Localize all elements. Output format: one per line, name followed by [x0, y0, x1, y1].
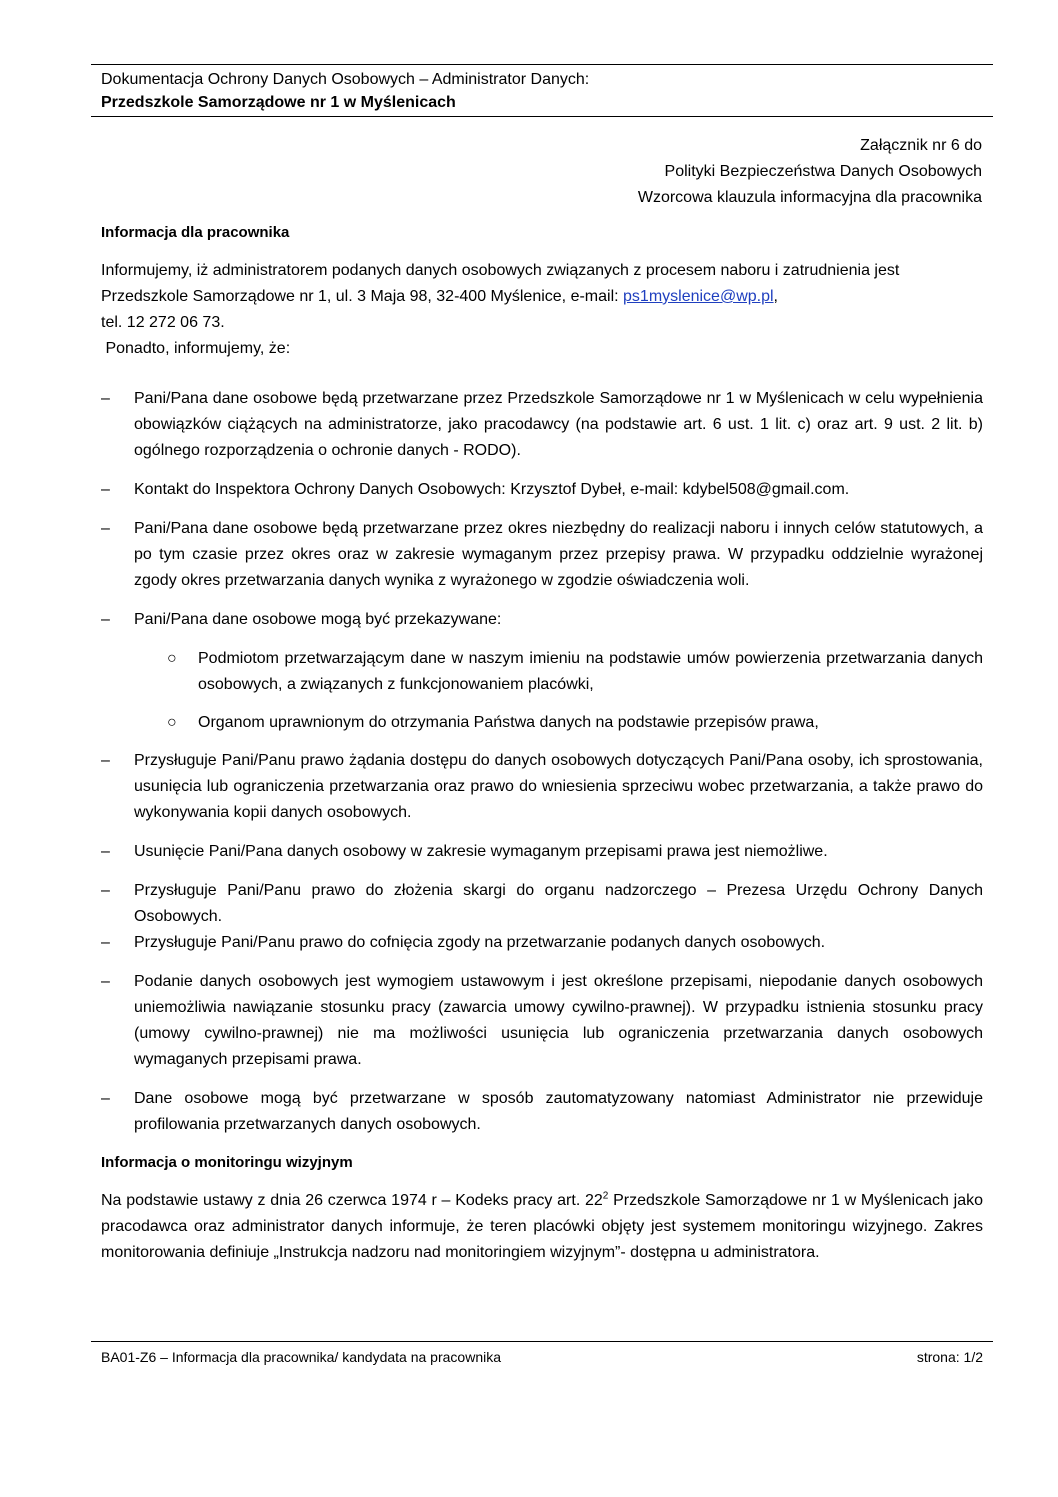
list-item-text: Przysługuje Pani/Panu prawo do cofnięcia zgody na przetwarzanie podanych danych osobowych. — [134, 934, 826, 951]
dash-marker: – — [101, 611, 110, 628]
list-item-text: Dane osobowe mogą być przetwarzane w sposób zautomatyzowany natomiast Administrator nie przewiduje profilowania przetwarzanych danych osobowych. — [134, 1090, 983, 1133]
header-organization: Przedszkole Samorządowe nr 1 w Myślenicach — [101, 94, 456, 111]
circle-bullet-icon: ○ — [167, 714, 177, 731]
document-header — [91, 64, 993, 117]
list-item — [101, 839, 983, 865]
circle-bullet-icon: ○ — [167, 650, 177, 667]
info-list — [101, 386, 983, 1151]
list-item-text: Podanie danych osobowych jest wymogiem ustawowym i jest określone przepisami, niepodanie danych osobowych uniemożliwia nawiązanie stosunku pracy (zawarcia umowy cywilno-prawnej). W przypadku istnienia stosunku pracy (umowy cywilno-prawnej) nie ma możliwości usunięcia lub ograniczenia przetwarzania danych osobowych wymaganych przepisami prawa. — [134, 973, 983, 1068]
dash-marker: – — [101, 481, 110, 498]
dash-marker: – — [101, 973, 110, 990]
list-item — [101, 516, 983, 594]
dash-marker: – — [101, 1090, 110, 1107]
dash-marker: – — [101, 843, 110, 860]
dash-marker: – — [101, 934, 110, 951]
header-title: Dokumentacja Ochrony Danych Osobowych – Administrator Danych: — [101, 71, 590, 88]
dash-marker: – — [101, 752, 110, 769]
moreover-label: Ponadto, informujemy, że: — [105, 340, 291, 357]
list-item-text: Przysługuje Pani/Panu prawo żądania dostępu do danych osobowych dotyczących Pani/Pana osoby, ich sprostowania, usunięcia lub ograniczenia przetwarzania oraz prawo do wniesienia sprzeciwu wobec przetwarzania, a także prawo do wykonywania kopii danych osobowych. — [134, 752, 983, 821]
intro-text-post: , — [773, 288, 778, 305]
footer-document-code: BA01-Z6 – Informacja dla pracownika/ kandydata na pracownika — [101, 1349, 501, 1365]
sublist-item-text: Podmiotom przetwarzającym dane w naszym imieniu na podstawie umów powierzenia przetwarzania danych osobowych, a związanych z funkcjonowaniem placówki, — [198, 650, 983, 693]
phone-text: tel. 12 272 06 73. — [101, 314, 225, 331]
intro-text — [101, 258, 983, 310]
list-item-text: Pani/Pana dane osobowe będą przetwarzane przez okres niezbędny do realizacji naboru i innych celów statutowych, a po tym czasie przez okres oraz w zakresie wymaganym przez przepisy prawa. W przypadku oddzielnie wyrażonej zgody okres przetwarzania danych wynika z wyrażonego w zgodzie oświadczenia woli. — [134, 520, 983, 589]
annex-policy: Polityki Bezpieczeństwa Danych Osobowych — [664, 163, 982, 180]
list-item — [101, 969, 983, 1073]
section-heading-employee-info: Informacja dla pracownika — [101, 224, 290, 241]
list-item — [101, 607, 983, 633]
list-item-text: Usunięcie Pani/Pana danych osobowy w zakresie wymaganym przepisami prawa jest niemożliwe. — [134, 843, 828, 860]
annex-number: Załącznik nr 6 do — [860, 137, 982, 154]
monitoring-text — [101, 1188, 983, 1266]
recipients-sublist — [101, 646, 983, 736]
sublist-container — [101, 646, 983, 736]
email-link[interactable]: ps1myslenice@wp.pl — [623, 288, 774, 305]
sublist-item — [101, 646, 983, 698]
dash-marker: – — [101, 520, 110, 537]
intro-paragraph — [101, 258, 983, 362]
list-item — [101, 477, 983, 503]
moreover-text — [101, 336, 983, 362]
dash-marker: – — [101, 882, 110, 899]
list-item — [101, 930, 983, 956]
list-item — [101, 878, 983, 930]
list-item — [101, 1086, 983, 1138]
sublist-item-text: Organom uprawnionym do otrzymania Państwa danych na podstawie przepisów prawa, — [198, 714, 819, 731]
monitoring-paragraph — [101, 1188, 983, 1266]
monitoring-text-pre: Na podstawie ustawy z dnia 26 czerwca 1974 r – Kodeks pracy art. 22 — [101, 1192, 603, 1209]
intro-text-pre: Informujemy, iż administratorem podanych danych osobowych związanych z procesem naboru i zatrudnienia jest Przedszkole Samorządowe nr 1, ul. 3 Maja 98, 32-400 Myślenice, e-mail: — [101, 262, 900, 305]
document-footer — [91, 1341, 993, 1367]
sublist-item — [101, 710, 983, 736]
list-item — [101, 386, 983, 464]
dash-marker: – — [101, 390, 110, 407]
annex-block — [638, 133, 982, 211]
annex-title: Wzorcowa klauzula informacyjna dla pracownika — [637, 189, 982, 206]
list-item — [101, 748, 983, 826]
footer-page-number: strona: 1/2 — [916, 1349, 983, 1365]
list-item-text: Pani/Pana dane osobowe będą przetwarzane przez Przedszkole Samorządowe nr 1 w Myślenicach w celu wypełnienia obowiązków ciążących na administratorze, jako pracodawcy (na podstawie art. 6 ust. 1 lit. c) oraz art. 9 ust. 2 lit. b) ogólnego rozporządzenia o ochronie danych - RODO). — [134, 390, 983, 459]
section-heading-monitoring: Informacja o monitoringu wizyjnym — [101, 1154, 353, 1171]
list-item-text: Kontakt do Inspektora Ochrony Danych Osobowych: Krzysztof Dybeł, e-mail: kdybel508@gmail.com. — [134, 481, 850, 498]
monitoring-text-post: Przedszkole Samorządowe nr 1 w Myślenicach jako pracodawca oraz administrator danych informuje, że teren placówki objęty jest systemem monitoringu wizyjnego. Zakres monitorowania definiuje „Instrukcja nadzoru nad monitoringiem wizyjnym”- dostępna u administratora. — [101, 1192, 983, 1261]
article-superscript: 2 — [602, 1190, 609, 1202]
list-item-text: Przysługuje Pani/Panu prawo do złożenia skargi do organu nadzorczego – Prezesa Urzędu Ochrony Danych Osobowych. — [134, 882, 983, 925]
list-item-text: Pani/Pana dane osobowe mogą być przekazywane: — [134, 611, 502, 628]
